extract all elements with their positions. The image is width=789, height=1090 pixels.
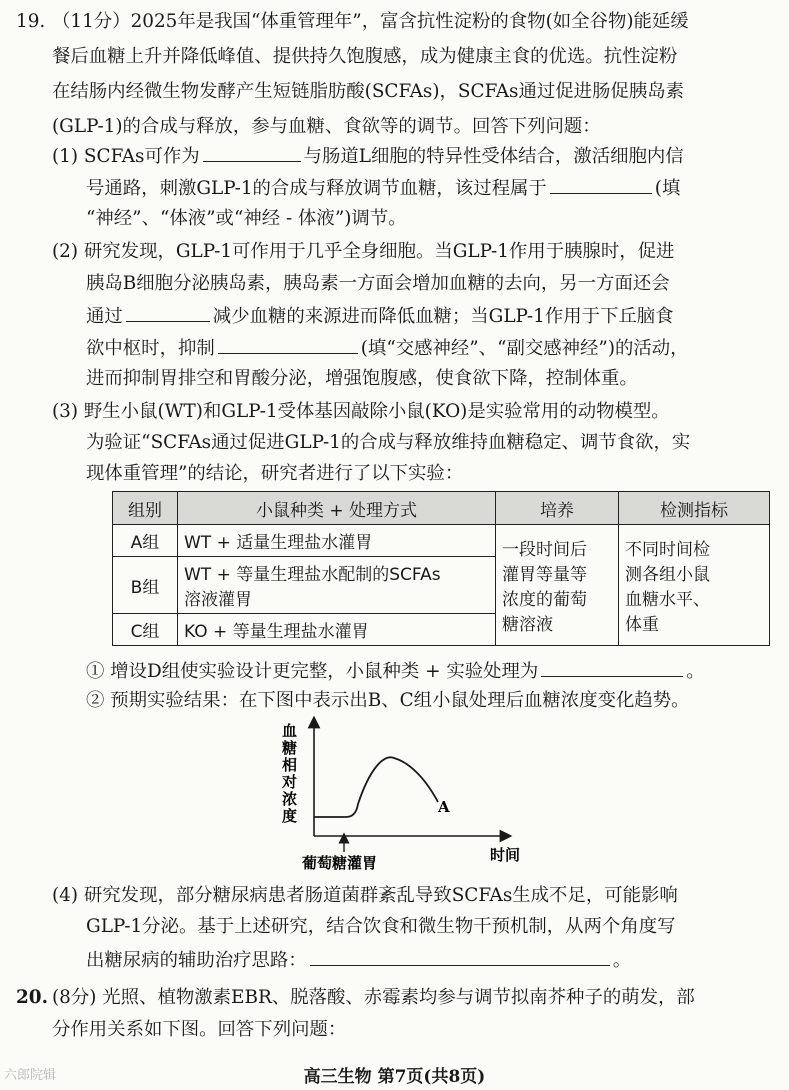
y-label-char: 浓 (282, 790, 298, 808)
table-header: 检测指标 (619, 492, 770, 525)
part2-line-5: 进而抑制胃排空和胃酸分泌，增强饱腹感，使食欲下降，控制体重。 (86, 368, 638, 389)
q20-number: 20. (16, 987, 48, 1008)
part3-subq-2: ② 预期实验结果：在下图中表示出B、C组小鼠处理后血糖浓度变化趋势。 (86, 690, 690, 711)
part2-text: 通过 (86, 306, 123, 327)
answer-blank-nerve-type[interactable] (218, 335, 358, 354)
part4-text: 。 (612, 950, 632, 971)
x-axis-label: 时间 (490, 846, 521, 864)
part3-line-2: 为验证“SCFAs通过促进GLP-1的合成与释放维持血糖稳定、调节食欲，实 (86, 432, 691, 453)
table-header: 小鼠种类 + 处理方式 (178, 492, 496, 525)
page-footer: 高三生物 第7页(共8页) (303, 1067, 486, 1087)
culture-line: 一段时间后 (502, 540, 587, 560)
y-label-char: 糖 (282, 739, 298, 757)
part1-text: (填 (654, 178, 681, 199)
y-label-char: 血 (282, 722, 298, 740)
treatment-cell: WT + 适量生理盐水灌胃 (178, 525, 496, 557)
answer-blank-scfas-role[interactable] (203, 143, 301, 162)
y-label-char: 对 (282, 773, 298, 791)
part4-line-1: (4) 研究发现，部分糖尿病患者肠道菌群紊乱导致SCFAs生成不足，可能影响 (52, 885, 678, 906)
indicator-cell (619, 525, 770, 646)
curve-label: A (438, 798, 450, 816)
table-header: 组别 (113, 492, 178, 525)
indicator-line: 不同时间检 (625, 540, 710, 560)
part2-line-2: 胰岛B细胞分泌胰岛素，胰岛素一方面会增加血糖的去向，另一方面还会 (86, 273, 670, 294)
part1-line-3: “神经”、“体液”或“神经 - 体液”)调节。 (86, 208, 407, 229)
arrow-label: 葡萄糖灌胃 (302, 854, 378, 872)
q20-line-2: 分作用关系如下图。回答下列问题： (52, 1019, 347, 1040)
group-cell: B组 (113, 557, 178, 614)
part4-text: 出糖尿病的辅助治疗思路： (86, 950, 307, 971)
part2-text: 欲中枢时，抑制 (86, 338, 215, 359)
part4-line-3 (86, 947, 631, 973)
indicator-line: 体重 (625, 615, 659, 635)
part3-line-3: 现体重管理”的结论，研究者进行了以下实验： (86, 463, 464, 484)
table-header-row (113, 492, 770, 525)
part1-line-1 (52, 143, 684, 169)
part1-text: 号通路，刺激GLP-1的合成与释放调节血糖，该过程属于 (86, 178, 547, 199)
treatment-line: WT + 等量生理盐水配制的SCFAs (184, 565, 441, 585)
treatment-cell: KO + 等量生理盐水灌胃 (178, 614, 496, 646)
part1-line-2 (86, 175, 680, 201)
experiment-table (112, 491, 770, 646)
group-cell: A组 (113, 525, 178, 557)
part3-subq-1 (86, 658, 705, 684)
blood-glucose-graph[interactable] (280, 716, 540, 872)
q19-number: 19. (16, 11, 46, 32)
subq-text: ① 增设D组使实验设计更完整，小鼠种类 + 实验处理为 (86, 661, 539, 682)
part2-line-3 (86, 303, 674, 329)
answer-blank-regulation-type[interactable] (550, 175, 652, 194)
table-row (113, 525, 770, 557)
indicator-line: 血糖水平、 (625, 590, 710, 610)
treatment-line: 溶液灌胃 (184, 590, 252, 610)
y-axis-label (281, 722, 297, 825)
part2-text: (填“交感神经”、“副交感神经”)的活动， (360, 338, 689, 359)
y-label-char: 相 (282, 756, 298, 774)
q19-intro-line-4: (GLP-1)的合成与释放，参与血糖、食欲等的调节。回答下列问题： (52, 116, 601, 137)
culture-line: 灌胃等量等 (502, 565, 587, 585)
answer-blank-treatment-idea[interactable] (310, 947, 610, 966)
part2-line-1: (2) 研究发现，GLP-1可作用于几乎全身细胞。当GLP-1作用于胰腺时，促进 (52, 241, 675, 262)
q19-intro-line-3: 在结肠内经微生物发酵产生短链脂肪酸(SCFAs)，SCFAs通过促进肠促胰岛素 (52, 81, 684, 102)
part4-line-2: GLP-1分泌。基于上述研究，结合饮食和微生物干预机制，从两个角度写 (86, 916, 676, 937)
answer-blank-group-d[interactable] (541, 658, 683, 677)
part1-text: (1) SCFAs可作为 (52, 146, 200, 167)
q20-line-1: (8分) 光照、植物激素EBR、脱落酸、赤霉素均参与调节拟南芥种子的萌发，部 (52, 987, 695, 1008)
group-cell: C组 (113, 614, 178, 646)
part3-line-1: (3) 野生小鼠(WT)和GLP-1受体基因敲除小鼠(KO)是实验常用的动物模型。 (52, 401, 670, 422)
y-label-char: 度 (282, 807, 298, 825)
table-header: 培养 (496, 492, 619, 525)
q19-intro-line-1: （11分）2025年是我国“体重管理年”，富含抗性淀粉的食物(如全谷物)能延缓 (52, 11, 689, 32)
answer-blank-insulin-mechanism[interactable] (126, 303, 210, 322)
subq-text: 。 (686, 661, 705, 682)
part2-text: 减少血糖的来源进而降低血糖；当GLP-1作用于下丘脑食 (212, 306, 674, 327)
indicator-line: 测各组小鼠 (625, 565, 710, 585)
curve-a (314, 757, 438, 817)
watermark: 六郎院辑 (4, 1068, 57, 1083)
culture-cell (496, 525, 619, 646)
culture-line: 浓度的葡萄 (502, 590, 587, 610)
q19-intro-line-2: 餐后血糖上升并降低峰值、提供持久饱腹感，成为健康主食的优选。抗性淀粉 (52, 46, 678, 67)
part1-text: 与肠道L细胞的特异性受体结合，激活细胞内信 (303, 146, 684, 167)
culture-line: 糖溶液 (502, 615, 553, 635)
treatment-cell (178, 557, 496, 614)
part2-line-4 (86, 335, 689, 361)
